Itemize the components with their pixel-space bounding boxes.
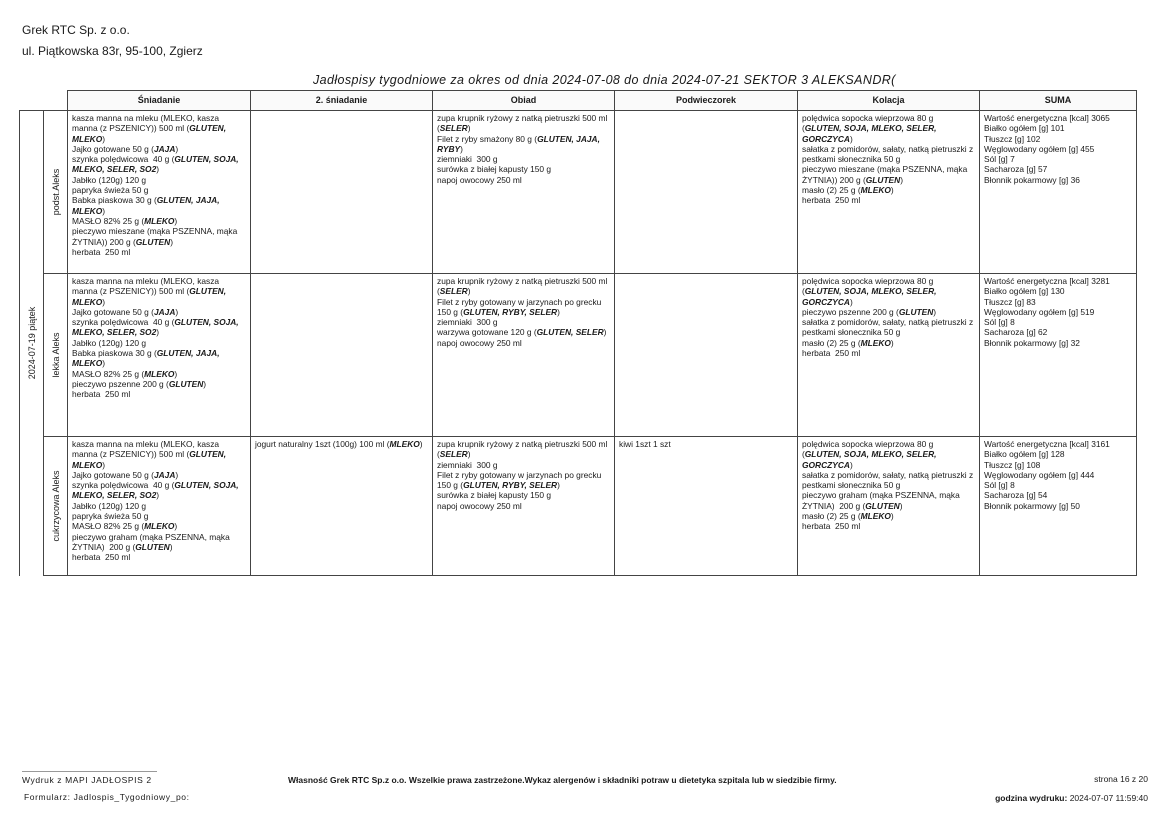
allergen-list: JAJA <box>153 306 176 317</box>
menu-item <box>619 439 793 449</box>
menu-item-text: szynka polędwicowa 40 g ( <box>72 317 175 328</box>
menu-item-text: Jabłko (120g) 120 g <box>72 500 147 511</box>
menu-item-text: papryka świeża 50 g <box>72 511 149 522</box>
allergen-list: GLUTEN <box>168 378 204 389</box>
menu-item-text: Węglowodany ogółem [g] 519 <box>984 306 1095 317</box>
menu-item <box>802 317 975 338</box>
menu-item <box>72 307 246 317</box>
menu-item <box>984 286 1132 296</box>
menu-item <box>984 480 1132 490</box>
menu-item <box>72 511 246 521</box>
menu-item-text: Babka piaskowa 30 g ( <box>72 348 157 359</box>
sum-cell <box>980 274 1137 437</box>
menu-item-text: Babka piaskowa 30 g ( <box>72 195 157 206</box>
allergen-list: GLUTEN, JAJA, RYBY <box>437 133 603 154</box>
lunch-cell <box>433 437 615 576</box>
allergen-list: GLUTEN, SOJA, MLEKO, SELER, SO2 <box>72 480 241 501</box>
diet-cell <box>44 111 68 274</box>
menu-item-text: ) <box>899 500 903 511</box>
menu-item-text: pieczywo pszenne 200 g ( <box>72 378 169 389</box>
menu-item <box>984 297 1132 307</box>
menu-item-text: ) <box>890 511 894 522</box>
allergen-list: GLUTEN, SOJA, MLEKO, SELER, GORCZYCA <box>802 123 939 144</box>
menu-item-text: sałatka z pomidorów, sałaty, natką pietruszki z pestkami słonecznika 50 g <box>802 469 976 491</box>
menu-item-text: Białko ogółem [g] 101 <box>984 123 1065 134</box>
menu-item <box>984 327 1132 337</box>
menu-item <box>72 276 246 307</box>
menu-item <box>72 521 246 531</box>
menu-item <box>984 164 1132 174</box>
menu-item-text: Sacharoza [g] 62 <box>984 327 1048 338</box>
allergen-list: GLUTEN, MLEKO <box>72 123 229 144</box>
allergen-list: JAJA <box>153 143 176 154</box>
menu-item <box>437 317 610 327</box>
header-blank <box>20 91 44 111</box>
allergen-list: SELER <box>439 286 468 297</box>
menu-item <box>802 195 975 205</box>
menu-item <box>72 226 246 247</box>
menu-item-text: ) <box>849 459 853 470</box>
menu-item-text: napoj owocowy 250 ml <box>437 337 522 348</box>
afternoon-snack-cell <box>615 111 798 274</box>
header-blank <box>44 91 68 111</box>
diet-label: cukrzycowa Aleks <box>50 470 61 542</box>
menu-item-text: polędwica sopocka wieprzowa 80 g ( <box>802 276 936 297</box>
menu-item-text: ziemniaki 300 g <box>437 459 498 470</box>
menu-item <box>72 532 246 553</box>
menu-item-text: herbata 250 ml <box>72 246 131 257</box>
menu-item-text: kasza manna na mleku (MLEKO, kasza manna (z PSZENICY)) 500 ml ( <box>72 113 222 134</box>
menu-item <box>802 348 975 358</box>
sum-cell <box>980 111 1137 274</box>
menu-item-text: ) <box>102 133 106 144</box>
allergen-list: JAJA <box>153 469 176 480</box>
menu-item-text: Sacharoza [g] 54 <box>984 490 1048 501</box>
menu-item-text: ) <box>174 368 178 379</box>
menu-item <box>437 134 610 155</box>
allergen-list: MLEKO <box>860 185 891 196</box>
menu-item <box>437 439 610 460</box>
menu-item-text: sałatka z pomidorów, sałaty, natką pietruszki z pestkami słonecznika 50 g <box>802 317 976 338</box>
menu-item-text: ) <box>933 306 937 317</box>
menu-item <box>72 113 246 144</box>
menu-item-text: ) <box>175 469 179 480</box>
diet-cell <box>44 274 68 437</box>
menu-item <box>984 276 1132 286</box>
menu-item <box>984 317 1132 327</box>
menu-item <box>437 154 610 164</box>
company-name: Grek RTC Sp. z o.o. <box>22 23 130 37</box>
menu-item <box>802 511 975 521</box>
menu-item <box>72 247 246 257</box>
menu-item <box>437 297 610 318</box>
footer-rule <box>22 771 157 772</box>
diet-label: lekka Aleks <box>50 332 61 378</box>
menu-item <box>437 164 610 174</box>
menu-item <box>984 439 1132 449</box>
menu-item-text: ) <box>890 185 894 196</box>
menu-item <box>72 480 246 501</box>
menu-item <box>984 449 1132 459</box>
menu-item <box>72 501 246 511</box>
menu-item-text: ) <box>175 306 179 317</box>
dinner-cell <box>798 111 980 274</box>
lunch-cell <box>433 274 615 437</box>
breakfast-cell <box>68 437 251 576</box>
menu-item-text: Wartość energetyczna [kcal] 3281 <box>984 276 1110 286</box>
menu-item <box>72 348 246 369</box>
dinner-cell <box>798 437 980 576</box>
menu-item <box>802 185 975 195</box>
print-timestamp <box>995 793 1148 803</box>
menu-item-text: ) <box>175 143 179 154</box>
menu-item-text: szynka polędwicowa 40 g ( <box>72 154 175 165</box>
menu-item <box>437 470 610 491</box>
menu-item-text: ziemniaki 300 g <box>437 317 498 328</box>
menu-item-text: Białko ogółem [g] 130 <box>984 286 1065 297</box>
menu-item-text: Tłuszcz [g] 102 <box>984 133 1041 144</box>
second-breakfast-cell <box>251 274 433 437</box>
menu-item-text: Jabłko (120g) 120 g <box>72 174 147 185</box>
date-label: 2024-07-19 piątek <box>26 306 37 380</box>
allergen-list: GLUTEN, SOJA, MLEKO, SELER, GORCZYCA <box>802 449 939 470</box>
col-header-afternoon-snack: Podwieczorek <box>615 91 798 111</box>
menu-item <box>984 154 1132 164</box>
menu-item-text: masło (2) 25 g ( <box>802 511 861 522</box>
allergen-list: MLEKO <box>144 368 175 379</box>
menu-item <box>72 175 246 185</box>
menu-item <box>255 439 428 449</box>
menu-item <box>984 501 1132 511</box>
menu-item-text: Sacharoza [g] 57 <box>984 164 1048 175</box>
menu-item <box>437 276 610 297</box>
menu-item-text: herbata 250 ml <box>802 195 861 206</box>
menu-item-text: ) <box>102 459 106 470</box>
menu-item-text: Filet z ryby gotowany w jarzynach po grecku 150 g ( <box>437 296 604 317</box>
menu-item-text: ) <box>460 143 463 154</box>
menu-item-text: zupa krupnik ryżowy z natką pietruszki 500 ml ( <box>437 439 610 460</box>
menu-item-text: pieczywo graham (mąka PSZENNA, mąka ŻYTNIA) 200 g ( <box>72 531 233 552</box>
allergen-list: GLUTEN, RYBY, SELER <box>463 306 558 317</box>
col-header-breakfast: Śniadanie <box>68 91 251 111</box>
menu-item <box>72 369 246 379</box>
menu-item-text: ) <box>156 164 160 175</box>
menu-item <box>72 185 246 195</box>
menu-item-text: ) <box>170 236 173 247</box>
menu-item <box>802 521 975 531</box>
menu-item <box>802 490 975 511</box>
document-title: Jadłospisy tygodniowe za okres od dnia 2024-07-08 do dnia 2024-07-21 SEKTOR 3 ALEKSANDR( <box>313 73 896 87</box>
dinner-cell <box>798 274 980 437</box>
menu-item-text: Filet z ryby smażony 80 g ( <box>437 133 538 144</box>
menu-item-text: kasza manna na mleku (MLEKO, kasza manna (z PSZENICY)) 500 ml ( <box>72 276 222 297</box>
menu-item-text: ) <box>603 327 607 338</box>
menu-item <box>437 113 610 134</box>
table-row <box>20 274 1137 437</box>
allergen-list: SELER <box>439 123 468 134</box>
allergen-list: GLUTEN, SOJA, MLEKO, SELER, SO2 <box>72 154 241 175</box>
menu-item-text: ) <box>467 449 471 460</box>
allergen-list: GLUTEN, SOJA, MLEKO, SELER, GORCZYCA <box>802 286 939 307</box>
menu-item <box>802 144 975 165</box>
menu-item <box>72 439 246 470</box>
menu-item-text: pieczywo graham (mąka PSZENNA, mąka ŻYTNIA) 200 g ( <box>802 490 963 511</box>
allergen-list: GLUTEN, JAJA, MLEKO <box>72 348 222 369</box>
menu-item-text: papryka świeża 50 g <box>72 185 149 196</box>
allergen-list: GLUTEN, SELER <box>536 327 604 338</box>
menu-item-text: napoj owocowy 250 ml <box>437 174 522 185</box>
menu-table <box>19 90 1137 576</box>
menu-item-text: ) <box>849 133 853 144</box>
menu-item <box>984 175 1132 185</box>
menu-item <box>72 552 246 562</box>
menu-item-text: ) <box>203 378 207 389</box>
menu-item-text: herbata 250 ml <box>802 521 861 532</box>
menu-item-text: Sól [g] 7 <box>984 154 1015 165</box>
diet-cell <box>44 437 68 576</box>
menu-item-text: kasza manna na mleku (MLEKO, kasza manna (z PSZENICY)) 500 ml ( <box>72 439 222 460</box>
menu-item-text: ) <box>849 296 853 307</box>
menu-item <box>72 317 246 338</box>
menu-item-text: Węglowodany ogółem [g] 444 <box>984 469 1095 480</box>
date-cell <box>20 111 44 576</box>
menu-item-text: Sól [g] 8 <box>984 317 1015 328</box>
afternoon-snack-cell <box>615 274 798 437</box>
breakfast-cell <box>68 274 251 437</box>
table-row <box>20 437 1137 576</box>
menu-item-text: Jabłko (120g) 120 g <box>72 337 147 348</box>
menu-item-text: napoj owocowy 250 ml <box>437 500 522 511</box>
company-address: ul. Piątkowska 83r, 95-100, Zgierz <box>22 44 203 58</box>
col-header-lunch: Obiad <box>433 91 615 111</box>
table-header-row <box>20 91 1137 111</box>
print-time-value: 2024-07-07 11:59:40 <box>1069 793 1148 803</box>
sum-cell <box>980 437 1137 576</box>
menu-item-text: Wartość energetyczna [kcal] 3065 <box>984 113 1110 123</box>
footer-form-name: Formularz: Jadlospis_Tygodniowy_po: <box>24 792 190 802</box>
menu-item <box>984 490 1132 500</box>
menu-item-text: zupa krupnik ryżowy z natką pietruszki 500 ml ( <box>437 113 610 134</box>
menu-item <box>437 460 610 470</box>
footer-print-source: Wydruk z MAPI JADŁOSPIS 2 <box>22 775 152 785</box>
menu-item-text: ) <box>557 480 560 491</box>
menu-item <box>984 307 1132 317</box>
col-header-sum: SUMA <box>980 91 1137 111</box>
menu-item-text: Błonnik pokarmowy [g] 32 <box>984 337 1080 348</box>
lunch-cell <box>433 111 615 274</box>
allergen-list: GLUTEN <box>135 541 170 552</box>
allergen-list: MLEKO <box>144 521 175 532</box>
menu-item <box>72 154 246 175</box>
allergen-list: MLEKO <box>144 215 175 226</box>
allergen-list: GLUTEN, MLEKO <box>72 449 229 470</box>
menu-item-text: Białko ogółem [g] 128 <box>984 449 1065 460</box>
menu-item-text: ) <box>900 174 903 185</box>
footer-ownership-note: Własność Grek RTC Sp.z o.o. Wszelkie prawa zastrzeżone.Wykaz alergenów i składniki potraw u dietetyka szpitala lub w siedzibie firmy. <box>288 775 837 785</box>
menu-item <box>437 490 610 500</box>
menu-item-text: polędwica sopocka wieprzowa 80 g ( <box>802 439 936 460</box>
allergen-list: MLEKO <box>389 439 420 449</box>
menu-item-text: MASŁO 82% 25 g ( <box>72 368 145 379</box>
menu-item-text: ) <box>102 205 106 216</box>
menu-item <box>984 123 1132 133</box>
menu-item-text: ) <box>156 327 160 338</box>
menu-item-text: herbata 250 ml <box>72 389 131 400</box>
allergen-list: GLUTEN <box>898 306 934 317</box>
menu-item-text: surówka z białej kapusty 150 g <box>437 490 552 501</box>
allergen-list: MLEKO <box>860 337 891 348</box>
menu-item <box>72 144 246 154</box>
col-header-second-breakfast: 2. śniadanie <box>251 91 433 111</box>
allergen-list: GLUTEN, SOJA, MLEKO, SELER, SO2 <box>72 317 241 338</box>
diet-label: podst.Aleks <box>50 168 61 216</box>
menu-item-text: surówka z białej kapusty 150 g <box>437 164 552 175</box>
menu-item-text: masło (2) 25 g ( <box>802 185 861 196</box>
menu-item-text: MASŁO 82% 25 g ( <box>72 215 145 226</box>
menu-item <box>984 460 1132 470</box>
menu-item-text: Tłuszcz [g] 108 <box>984 459 1041 470</box>
menu-item-text: ) <box>169 541 173 552</box>
menu-item <box>72 379 246 389</box>
menu-item-text: ) <box>557 306 560 317</box>
menu-item <box>72 389 246 399</box>
menu-item <box>802 307 975 317</box>
menu-item <box>437 338 610 348</box>
allergen-list: GLUTEN <box>865 174 901 185</box>
menu-item <box>802 113 975 144</box>
print-time-label: godzina wydruku: <box>995 793 1068 803</box>
menu-item <box>72 195 246 216</box>
menu-item <box>437 327 610 337</box>
menu-item-text: Jajko gotowane 50 g ( <box>72 143 154 154</box>
page-number: strona 16 z 20 <box>1094 774 1148 784</box>
menu-item-text: herbata 250 ml <box>802 348 861 359</box>
menu-item-text: Błonnik pokarmowy [g] 36 <box>984 174 1080 185</box>
col-header-dinner: Kolacja <box>798 91 980 111</box>
menu-item-text: polędwica sopocka wieprzowa 80 g ( <box>802 113 936 134</box>
menu-item-text: Wartość energetyczna [kcal] 3161 <box>984 439 1110 449</box>
menu-item-text: ) <box>156 490 160 501</box>
menu-item-text: ) <box>419 439 423 449</box>
menu-item-text: jogurt naturalny 1szt (100g) 100 ml ( <box>255 439 390 449</box>
allergen-list: GLUTEN, RYBY, SELER <box>463 480 558 491</box>
menu-item-text: pieczywo mieszane (mąka PSZENNA, mąka ŻYTNIA)) 200 g ( <box>802 164 970 185</box>
menu-item-text: Filet z ryby gotowany w jarzynach po grecku 150 g ( <box>437 469 604 491</box>
menu-item-text: Błonnik pokarmowy [g] 50 <box>984 500 1080 511</box>
menu-item-text: Jajko gotowane 50 g ( <box>72 469 154 480</box>
menu-item-text: pieczywo pszenne 200 g ( <box>802 306 899 317</box>
menu-item-text: ) <box>467 123 471 134</box>
menu-item <box>72 470 246 480</box>
menu-item-text: Tłuszcz [g] 83 <box>984 296 1036 307</box>
menu-item <box>984 470 1132 480</box>
allergen-list: GLUTEN, MLEKO <box>72 286 229 307</box>
allergen-list: GLUTEN <box>135 236 171 247</box>
menu-item <box>802 470 975 491</box>
menu-item-text: szynka polędwicowa 40 g ( <box>72 480 175 491</box>
second-breakfast-cell <box>251 111 433 274</box>
menu-item <box>802 276 975 307</box>
menu-item <box>802 439 975 470</box>
menu-item-text: ) <box>174 215 178 226</box>
menu-item <box>72 338 246 348</box>
menu-item <box>984 144 1132 154</box>
menu-item-text: ) <box>102 358 106 369</box>
afternoon-snack-cell <box>615 437 798 576</box>
menu-item-text: warzywa gotowane 120 g ( <box>437 327 537 338</box>
second-breakfast-cell <box>251 437 433 576</box>
menu-item-text: Jajko gotowane 50 g ( <box>72 306 154 317</box>
menu-item <box>802 338 975 348</box>
menu-item <box>984 113 1132 123</box>
menu-item <box>437 175 610 185</box>
menu-item <box>437 501 610 511</box>
menu-item-text: herbata 250 ml <box>72 552 131 563</box>
menu-item-text: pieczywo mieszane (mąka PSZENNA, mąka ŻYTNIA)) 200 g ( <box>72 226 240 247</box>
menu-item <box>72 216 246 226</box>
menu-item <box>984 134 1132 144</box>
menu-item-text: ) <box>174 521 178 532</box>
menu-item <box>984 338 1132 348</box>
allergen-list: MLEKO <box>860 511 891 522</box>
table-row <box>20 111 1137 274</box>
breakfast-cell <box>68 111 251 274</box>
menu-item-text: ) <box>890 337 894 348</box>
menu-item-text: ) <box>102 296 106 307</box>
allergen-list: GLUTEN, JAJA, MLEKO <box>72 195 222 216</box>
menu-item-text: masło (2) 25 g ( <box>802 337 861 348</box>
menu-item-text: MASŁO 82% 25 g ( <box>72 521 145 532</box>
menu-item <box>802 164 975 185</box>
menu-item-text: ziemniaki 300 g <box>437 154 498 165</box>
allergen-list: SELER <box>439 449 468 460</box>
menu-item-text: zupa krupnik ryżowy z natką pietruszki 500 ml ( <box>437 276 610 297</box>
menu-item-text: Sól [g] 8 <box>984 480 1015 491</box>
menu-item-text: kiwi 1szt 1 szt <box>619 439 671 449</box>
menu-item-text: sałatka z pomidorów, sałaty, natką pietruszki z pestkami słonecznika 50 g <box>802 143 976 165</box>
allergen-list: GLUTEN <box>865 500 900 511</box>
menu-item-text: Węglowodany ogółem [g] 455 <box>984 143 1095 154</box>
menu-item-text: ) <box>467 286 471 297</box>
